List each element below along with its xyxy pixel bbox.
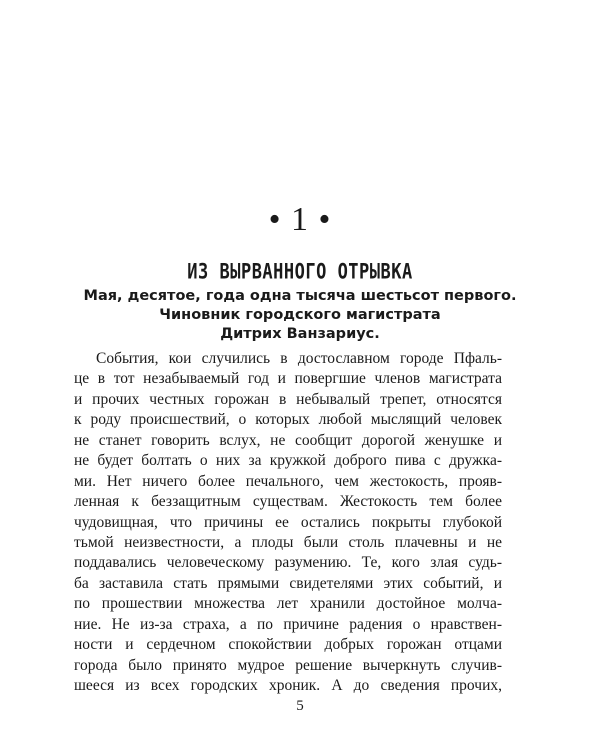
body-line: тьмой неизвестности, а плоды были столь плачевны и не (74, 533, 502, 551)
body-line: ности и сердечном спокойствии добрых горожан отцами (74, 636, 502, 654)
body-line: поддавались человеческому разумению. Те, кого злая судь- (74, 554, 502, 572)
body-line: ба заставила стать прямыми свидетелями этих событий, и (74, 574, 502, 592)
body-line: и прочих честных горожан в небывалый трепет, относятся (74, 390, 502, 408)
body-line: це в тот незабываемый год и повергшие членов магистрата (74, 370, 502, 388)
chapter-title: ИЗ ВЫРВАННОГО ОТРЫВКА (187, 259, 413, 285)
body-line: к роду происшествий, о которых любой мыслящий человек (74, 411, 502, 429)
page-number: 5 (296, 698, 304, 714)
body-line: ние. Не из-за страха, а по причине радения о нравствен- (74, 615, 502, 633)
body-line: ми. Нет ничего более печального, чем жестокость, прояв- (74, 472, 502, 490)
epigraph-line: Мая, десятое, года одна тысяча шестьсот первого. (83, 288, 517, 304)
body-line: шееся из всех городских хроник. А до сведения прочих, (74, 677, 502, 694)
epigraph (60, 287, 540, 344)
body-line: не будет болтать о них за кружкой доброго пива с дружка- (74, 452, 502, 470)
body-line: События, кои случились в достославном городе Пфаль- (96, 350, 502, 367)
epigraph-line: Дитрих Ванзариус. (220, 326, 380, 342)
chapter-number: • 1 • (268, 201, 332, 238)
body-line: чудовищная, что причины ее остались покрыты глубокой (74, 513, 502, 531)
body-line: ленная к беззащитным существам. Жестокость тем более (74, 493, 502, 511)
body-line: по прошествии множества лет хранили достойное молча- (74, 595, 502, 613)
body-line: города было принято мудрое решение вычеркнуть случив- (74, 656, 502, 674)
body-line: не станет говорить вслух, не сообщит дорогой женушке и (74, 431, 502, 449)
body-paragraph (74, 349, 502, 696)
epigraph-line: Чиновник городского магистрата (159, 307, 441, 323)
